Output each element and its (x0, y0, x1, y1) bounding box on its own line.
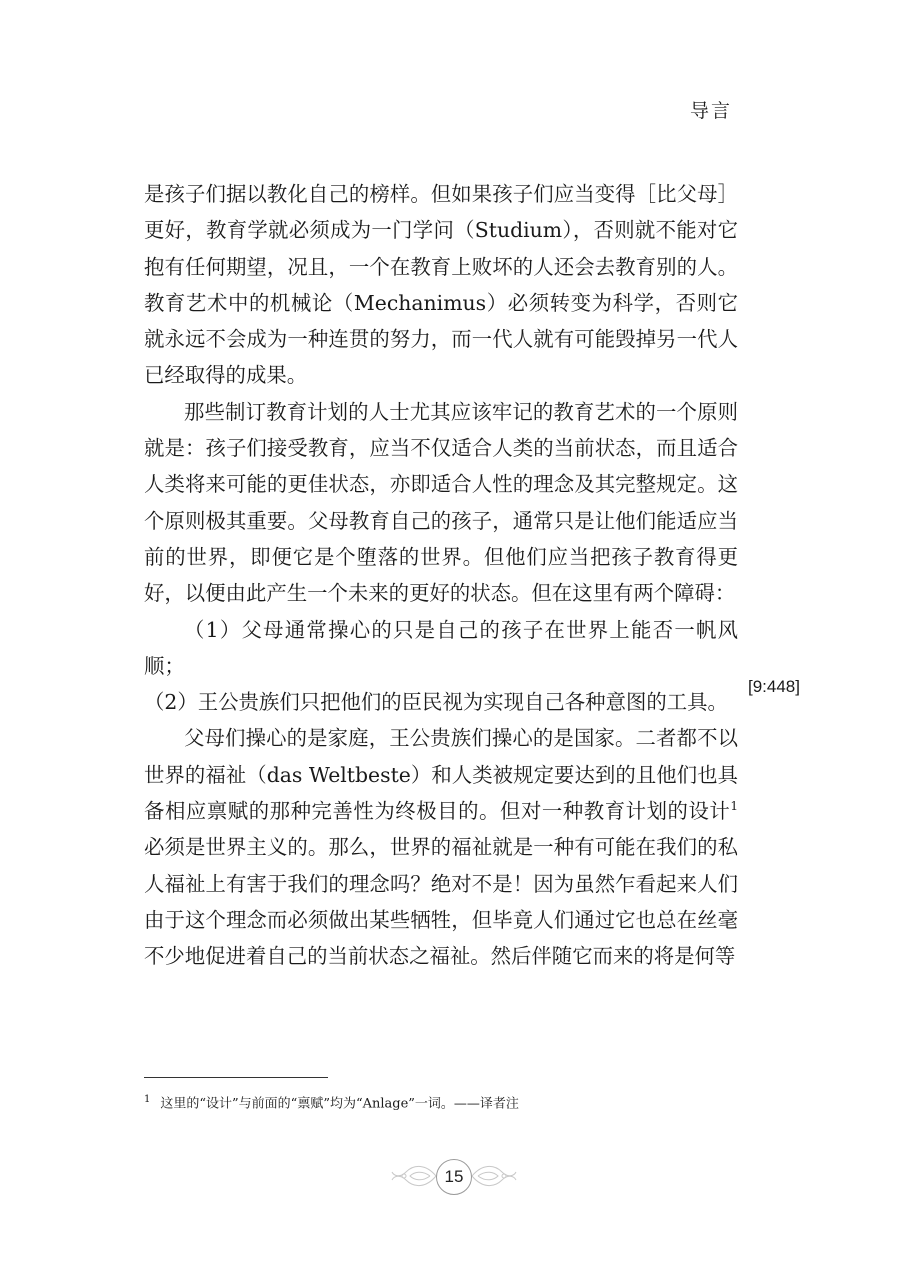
paragraph-3-part-a: 父母们操心的是家庭，王公贵族们操心的是国家。二者都不以世界的福祉（das Weltbeste）和人类被规定要达到的且他们也具备相应禀赋的那种完善性为终极目的。但对一种教育计划的设计 (144, 726, 738, 824)
main-text (144, 176, 738, 975)
footnote-text: 这里的“设计”与前面的“禀赋”均为“Anlage”一词。——译者注 (160, 1096, 519, 1112)
footnote-number: 1 (144, 1094, 151, 1105)
paragraph-3-part-b: 必须是世界主义的。那么，世界的福祉就是一种有可能在我们的私人福祉上有害于我们的理念吗？绝对不是！因为虽然乍看起来人们由于这个理念而必须做出某些牺牲，但毕竟人们通过它也总在丝毫不少地促进着自己的当前状态之福祉。然后伴随它而来的将是何等 (144, 835, 738, 969)
footnote-reference[interactable]: 1 (730, 799, 738, 814)
running-head-title: 导言 (689, 100, 732, 122)
paragraph-3 (144, 720, 738, 974)
paragraph-1: 是孩子们据以教化自己的榜样。但如果孩子们应当变得［比父母］更好，教育学就必须成为一门学问（Studium），否则就不能对它抱有任何期望，况且，一个在教育上败坏的人还会去教育别的人。教育艺术中的机械论（Mechanimus）必须转变为科学，否则它就永远不会成为一种连贯的努力，而一代人就有可能毁掉另一代人已经取得的成果。 (144, 182, 738, 388)
page-number-ornament (390, 1150, 518, 1202)
obstacle-2: （2）王公贵族们只把他们的臣民视为实现自己各种意图的工具。 (144, 690, 728, 715)
marginal-page-reference: [9:448] (748, 677, 800, 696)
paragraph-2: 那些制订教育计划的人士尤其应该牢记的教育艺术的一个原则就是：孩子们接受教育，应当不仅适合人类的当前状态，而且适合人类将来可能的更佳状态，亦即适合人性的理念及其完整规定。这个原则极其重要。父母教育自己的孩子，通常只是让他们能适应当前的世界，即便它是个堕落的世界。但他们应当把孩子教育得更好，以便由此产生一个未来的更好的状态。但在这里有两个障碍： (144, 399, 738, 606)
obstacle-1: （1）父母通常操心的只是自己的孩子在世界上能否一帆风顺； (144, 617, 738, 678)
footnote (144, 1090, 738, 1114)
page-number: 15 (436, 1159, 472, 1195)
footnote-rule (144, 1077, 328, 1078)
